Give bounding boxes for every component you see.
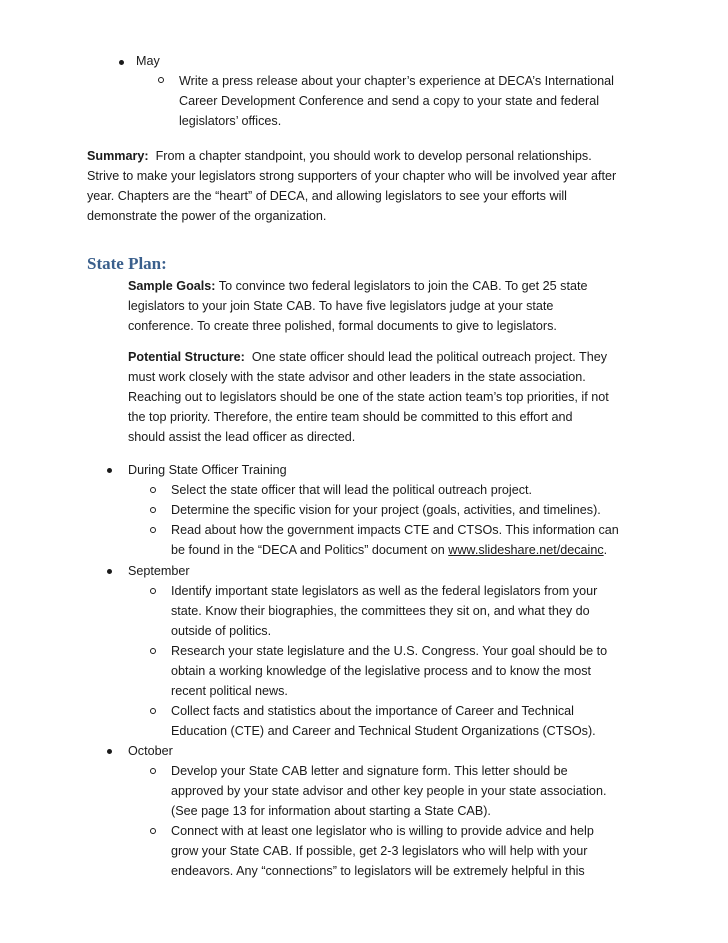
training-item-3-text: be found in the “DECA and Politics” document on: [171, 543, 449, 557]
bullet-icon: [107, 749, 112, 754]
summary-line-3: year. Chapters are the “heart” of DECA, and allowing legislators to see your efforts will: [87, 189, 567, 203]
may-item-line-2: Career Development Conference and send a copy to your state and federal: [179, 94, 600, 108]
potential-structure-line-1: [128, 347, 607, 367]
sample-goals-text-1: To convince two federal legislators to join the CAB. To get 25 state: [218, 279, 588, 293]
bullet-icon: [119, 60, 124, 65]
summary-line-1: [87, 146, 592, 166]
sub-bullet-icon: [150, 507, 156, 513]
sub-bullet-icon: [150, 588, 156, 594]
summary-text-1: From a chapter standpoint, you should work to develop personal relationships.: [155, 149, 592, 163]
october-item-2-line-2: grow your State CAB. If possible, get 2-3 legislators who will help with your: [171, 844, 588, 858]
sub-bullet-icon: [150, 828, 156, 834]
september-item-3-line-2: Education (CTE) and Career and Technical Student Organizations (CTSOs).: [171, 724, 596, 738]
september-item-1-line-2: state. Know their biographies, the committees they sit on, and what they do: [171, 604, 590, 618]
sub-bullet-icon: [150, 527, 156, 533]
october-item-2-line-3: endeavors. Any “connections” to legislators will be extremely helpful in this: [171, 864, 585, 878]
sub-bullet-icon: [150, 648, 156, 654]
sub-bullet-icon: [150, 708, 156, 714]
bullet-icon: [107, 468, 112, 473]
september-item-2-line-3: recent political news.: [171, 684, 288, 698]
timeline-label-september: September: [128, 564, 190, 578]
sample-goals-line-1: [128, 276, 587, 296]
may-label: May: [136, 54, 160, 68]
september-item-2-line-1: Research your state legislature and the U.S. Congress. Your goal should be to: [171, 644, 608, 658]
september-item-3-line-1: Collect facts and statistics about the importance of Career and Technical: [171, 704, 574, 718]
training-item-3-period: .: [603, 543, 608, 557]
training-item-3-line-2: [171, 540, 607, 560]
september-item-1-line-1: Identify important state legislators as well as the federal legislators from your: [171, 584, 598, 598]
summary-label: Summary:: [87, 149, 149, 163]
october-item-1-line-2: approved by your state advisor and other key people in your state association.: [171, 784, 607, 798]
sample-goals-line-3: conference. To create three polished, formal documents to give to legislators.: [128, 319, 557, 333]
september-item-1-line-3: outside of politics.: [171, 624, 272, 638]
sub-bullet-icon: [150, 487, 156, 493]
potential-structure-text-1: One state officer should lead the political outreach project. They: [251, 350, 608, 364]
slideshare-link[interactable]: www.slideshare.net/decainc: [448, 543, 604, 557]
timeline-label-october: October: [128, 744, 173, 758]
october-item-1-line-3: (See page 13 for information about starting a State CAB).: [171, 804, 491, 818]
potential-structure-line-5: should assist the lead officer as directed.: [128, 430, 356, 444]
may-item-line-1: Write a press release about your chapter’s experience at DECA’s International: [179, 74, 614, 88]
summary-line-4: demonstrate the power of the organization.: [87, 209, 327, 223]
sample-goals-line-2: legislators to your join State CAB. To have five legislators judge at your state: [128, 299, 554, 313]
timeline-label-training: During State Officer Training: [128, 463, 287, 477]
september-item-2-line-2: obtain a working knowledge of the legislative process and to know the most: [171, 664, 592, 678]
october-item-1-line-1: Develop your State CAB letter and signature form. This letter should be: [171, 764, 568, 778]
training-item-1: Select the state officer that will lead the political outreach project.: [171, 483, 532, 497]
sample-goals-label: Sample Goals:: [128, 279, 216, 293]
potential-structure-label: Potential Structure:: [128, 350, 245, 364]
may-item-line-3: legislators’ offices.: [179, 114, 282, 128]
sub-bullet-icon: [158, 77, 164, 83]
training-item-2: Determine the specific vision for your project (goals, activities, and timelines).: [171, 503, 601, 517]
training-item-3-line-1: Read about how the government impacts CTE and CTSOs. This information can: [171, 523, 619, 537]
potential-structure-line-2: must work closely with the state advisor and other leaders in the state association.: [128, 370, 586, 384]
potential-structure-line-3: Reaching out to legislators should be one of the state action team’s top priorities, if not: [128, 390, 609, 404]
sub-bullet-icon: [150, 768, 156, 774]
bullet-icon: [107, 569, 112, 574]
potential-structure-line-4: the top priority. Therefore, the entire team should be committed to this effort and: [128, 410, 573, 424]
summary-line-2: Strive to make your legislators strong supporters of your chapter who will be involved year after: [87, 169, 617, 183]
october-item-2-line-1: Connect with at least one legislator who is willing to provide advice and help: [171, 824, 594, 838]
state-plan-heading: State Plan:: [87, 254, 167, 273]
